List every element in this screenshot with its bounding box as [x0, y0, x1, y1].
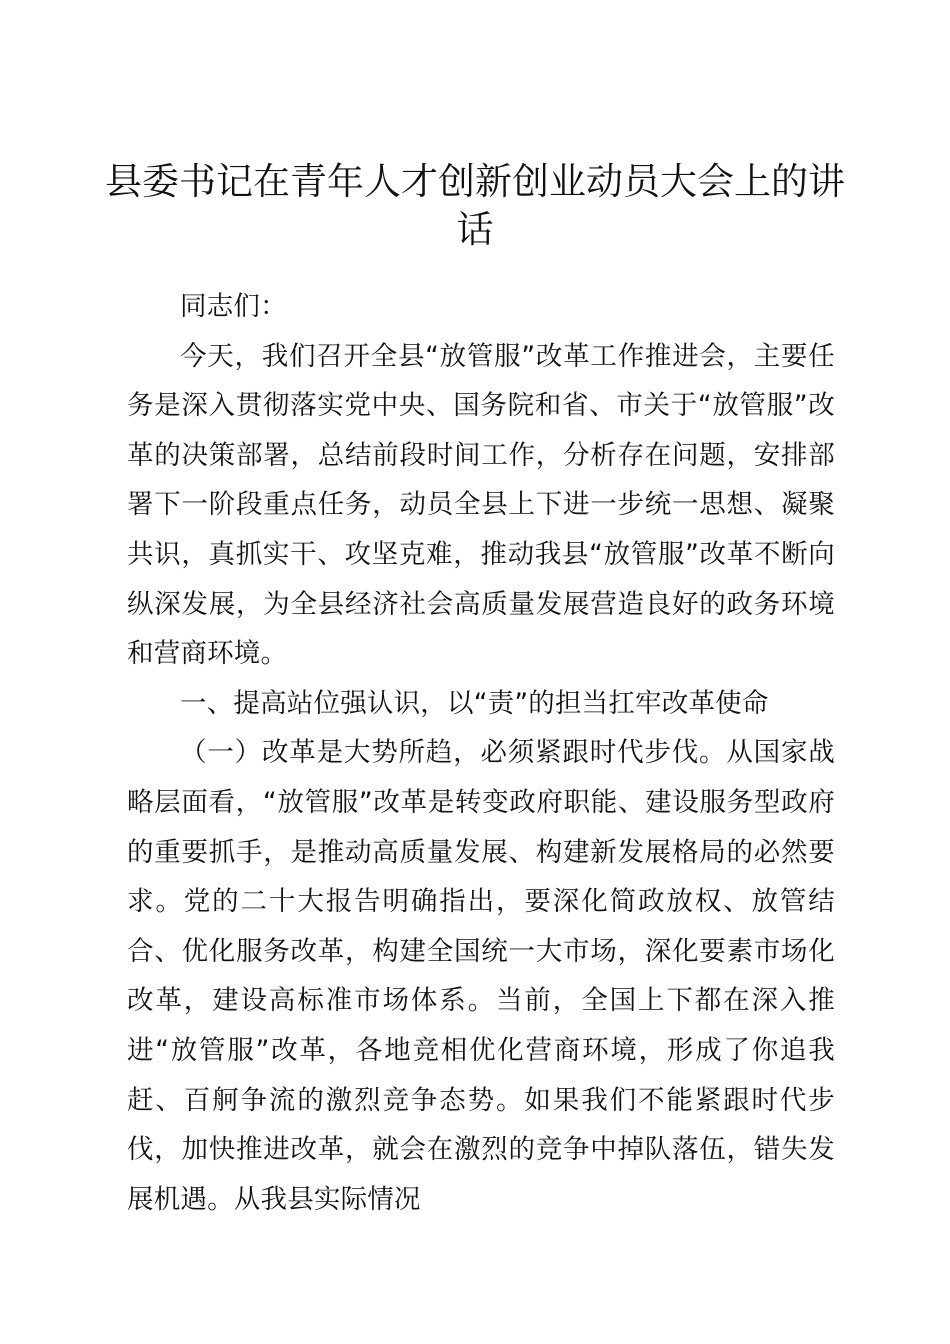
body-paragraph: （一）改革是大势所趋，必须紧跟时代步伐。从国家战略层面看，“放管服”改革是转变政府职能、建设服务型政府的重要抓手，是推动高质量发展、构建新发展格局的必然要求。党的二十大报告明确指出，要深化简政放权、放管结合、优化服务改革，构建全国统一大市场，深化要素市场化改革，建设高标准市场体系。当前，全国上下都在深入推进“放管服”改革，各地竞相优化营商环境，形成了你追我赶、百舸争流的激烈竞争态势。如果我们不能紧跟时代步伐，加快推进改革，就会在激烈的竞争中掉队落伍，错失发展机遇。从我县实际情况	[127, 737, 835, 1215]
section-heading: 一、提高站位强认识，以“责”的担当扛牢改革使命	[180, 687, 769, 719]
document-body	[127, 282, 835, 1224]
salutation-paragraph: 同志们：	[180, 291, 287, 322]
intro-paragraph: 今天，我们召开全县“放管服”改革工作推进会，主要任务是深入贯彻落实党中央、国务院和省、市关于“放管服”改革的决策部署，总结前段时间工作，分析存在问题，安排部署下一阶段重点任务，动员全县上下进一步统一思想、凝聚共识，真抓实干、攻坚克难，推动我县“放管服”改革不断向纵深发展，为全县经济社会高质量发展营造良好的政务环境和营商环境。	[127, 340, 835, 670]
document-title: 县委书记在青年人才创新创业动员大会上的讲话	[105, 160, 845, 251]
